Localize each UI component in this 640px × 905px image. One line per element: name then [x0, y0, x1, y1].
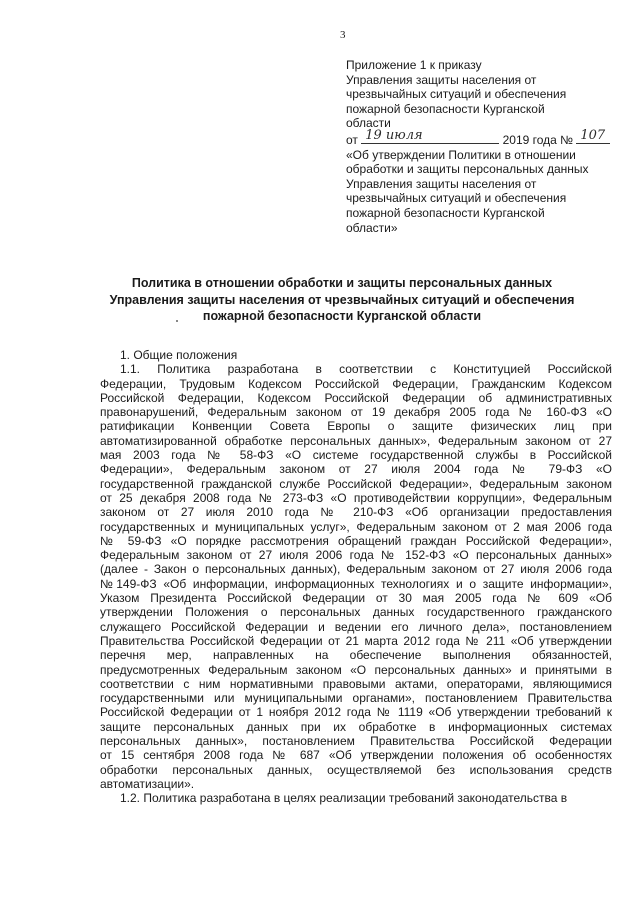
order-title-line: чрезвычайных ситуаций и обеспечения	[346, 191, 567, 206]
paragraph-line: Российской Федерации от 1 ноября 2012 года № 1119 «Об утверждении требований к	[100, 705, 612, 720]
paragraph-line: государственными или муниципальными органами», постановлением Правительства	[100, 691, 612, 706]
paragraph-line: от 25 декабря 2008 года № 273-ФЗ «О противодействии коррупции», Федеральным	[100, 490, 612, 505]
title-line: пожарной безопасности Курганской области	[202, 309, 482, 323]
paragraph-line: персональных данных», постановлением Правительства Российской Федерации	[100, 734, 612, 749]
appendix-header	[346, 58, 616, 235]
paragraph-line: Федерации, Трудовым Кодексом Российской Федерации, Гражданским Кодексом	[100, 376, 612, 391]
order-title-line: обработки и защиты персональных данных	[346, 162, 589, 177]
number-blank	[576, 128, 610, 144]
order-title-line: пожарной безопасности Курганской	[346, 205, 545, 220]
paragraph-line: Российской Федерации, Кодексом Российской Федерации об административных	[100, 390, 612, 405]
paragraph-line: законом от 27 июля 2010 года № 210-ФЗ «Об организации предоставления	[100, 505, 612, 520]
paragraph-line: правонарушений, Федеральным законом от 19 декабря 2005 года № 160-ФЗ «О	[100, 405, 612, 420]
paragraph-line: перечня мер, направленных на обеспечение выполнения обязанностей,	[100, 648, 612, 663]
appendix-line: пожарной безопасности Курганской	[346, 101, 545, 116]
document-title	[72, 275, 612, 325]
paragraph-line: (далее - Закон о персональных данных), Федеральным законом от 27 июля 2006 года	[100, 562, 612, 577]
order-date-line	[346, 128, 616, 148]
paragraph-line: соответствии с ним нормативными правовыми актами, операторами, являющимися	[100, 676, 612, 691]
date-suffix: 2019 года №	[502, 132, 574, 147]
appendix-line: области	[346, 116, 391, 131]
order-title-line: «Об утверждении Политики в отношении	[346, 147, 576, 162]
paragraph-line: Правительства Российской Федерации от 21 марта 2012 года № 211 «Об утверждении	[100, 633, 612, 648]
paragraph-line: 1.1. Политика разработана в соответствии с Конституцией Российской	[120, 362, 612, 377]
paragraph-line: № 59-ФЗ «О порядке рассмотрения обращений граждан Российской Федерации»,	[100, 533, 612, 548]
handwritten-number: 107	[580, 128, 606, 144]
paragraph-line: мая 2003 года № 58-ФЗ «О системе государственной службы в Российской	[100, 448, 612, 463]
paragraph-1-1	[100, 362, 612, 791]
title-line: Управления защиты населения от чрезвычайных ситуаций и обеспечения	[109, 292, 575, 307]
appendix-line: Управления защиты населения от	[346, 72, 537, 87]
section-heading: 1. Общие положения	[120, 348, 238, 362]
paragraph-line: обработки персональных данных, осуществляемой без использования средств	[100, 762, 612, 777]
paragraph-line: ратификации Конвенции Совета Европы о защите физических лиц при	[100, 419, 612, 434]
paragraph-line: утверждении Положения о персональных данных государственного гражданского	[100, 605, 612, 620]
appendix-line: чрезвычайных ситуаций и обеспечения	[346, 87, 567, 102]
paragraph-line: Федеральным законом от 27 июля 2006 года № 152-ФЗ «О персональных данных»	[100, 548, 612, 563]
document-body	[100, 348, 612, 806]
paragraph-line: служащего Российской Федерации и ведении его личного дела», постановлением	[100, 619, 612, 634]
paragraph-line: защите персональных данных при их обработке в информационных системах	[100, 719, 612, 734]
order-title-line: области»	[346, 220, 398, 235]
paragraph-line: государственной гражданской службе Российской Федерации», Федеральным законом	[100, 476, 612, 491]
handwritten-date: 19 июля	[365, 128, 423, 144]
paragraph-line: автоматизированной обработке персональных данных», Федеральным законом от 27	[100, 433, 612, 448]
paragraph-line: №149-ФЗ «Об информации, информационных технологиях и о защите информации»,	[100, 576, 612, 591]
paragraph-line: автоматизации».	[100, 776, 195, 791]
paragraph-line: предусмотренных Федеральным законом «О персональных данных» и принятыми в	[100, 662, 612, 677]
paragraph-line: Федерации», Федеральным законом от 27 июля 2004 года № 79-ФЗ «О	[100, 462, 612, 477]
appendix-line: Приложение 1 к приказу	[346, 58, 482, 72]
date-prefix: от	[346, 132, 358, 147]
paragraph-1-2-line: 1.2. Политика разработана в целях реализации требований законодательства в	[120, 791, 568, 806]
paragraph-line: государственных и муниципальных услуг», Федеральным законом от 2 мая 2006 года	[100, 519, 612, 534]
order-title-line: Управления защиты населения от	[346, 176, 537, 191]
paragraph-line: от 15 сентября 2008 года № 687 «Об утверждении положения об особенностях	[100, 748, 612, 763]
title-line: Политика в отношении обработки и защиты персональных данных	[131, 276, 553, 290]
date-blank	[361, 128, 499, 144]
page-number: 3	[340, 29, 346, 41]
paragraph-line: Указом Президента Российской Федерации от 30 мая 2005 года № 609 «Об	[100, 591, 612, 606]
